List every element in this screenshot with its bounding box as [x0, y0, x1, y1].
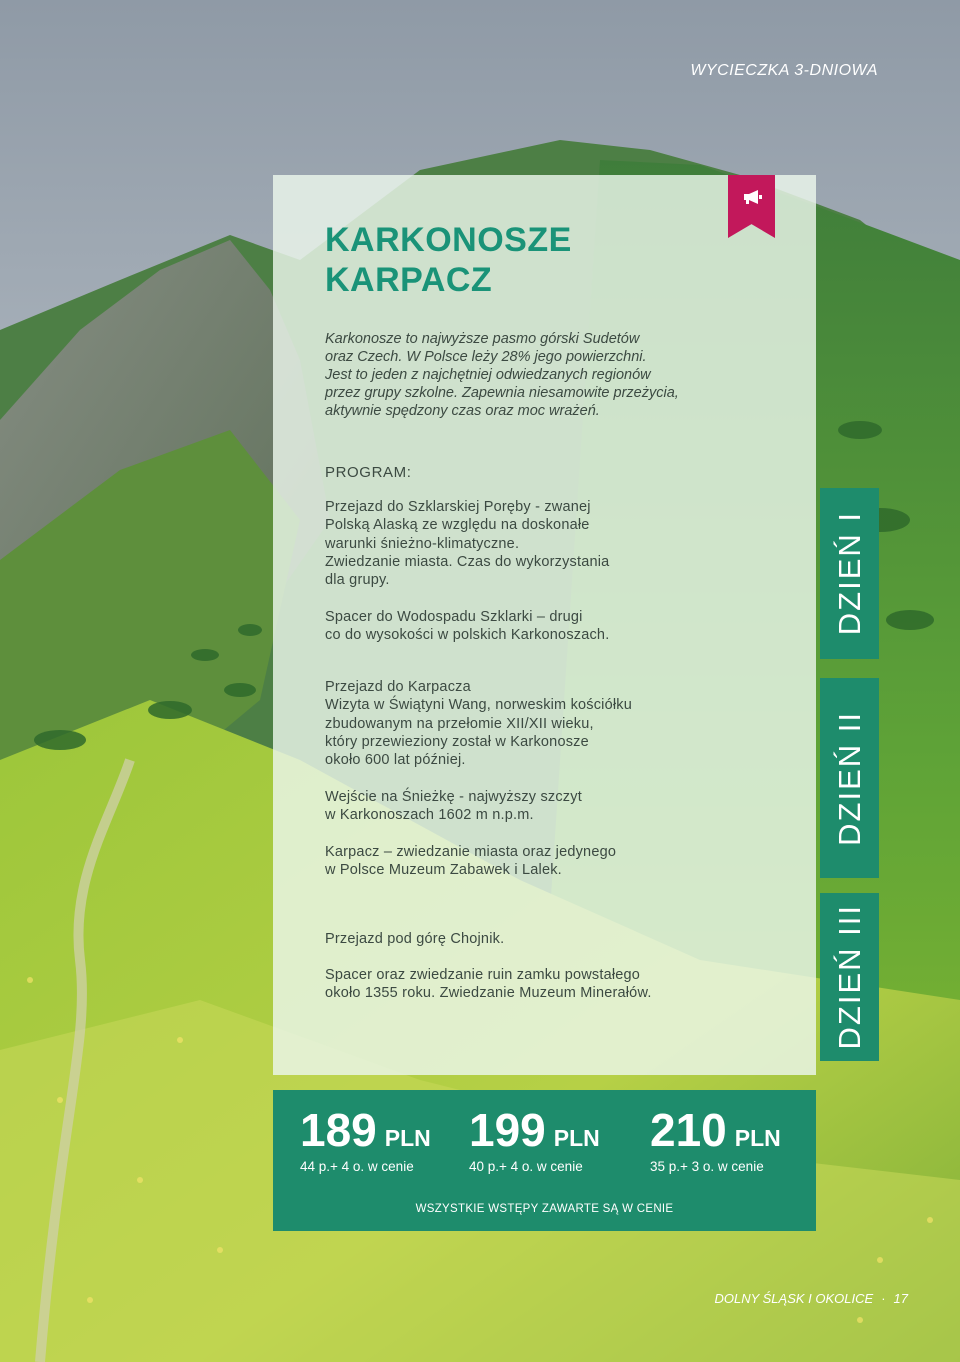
price-amount: 199	[469, 1104, 546, 1156]
day3-paragraph-1	[325, 930, 785, 948]
intro-line: Jest to jeden z najchętniej odwiedzanych regionów	[325, 367, 651, 383]
text-line: Spacer do Wodospadu Szklarki – drugi	[325, 609, 583, 625]
price-currency: PLN	[384, 1125, 431, 1151]
day1-paragraph-1	[325, 498, 785, 589]
text-line: Wizyta w Świątyni Wang, norweskim kościółku	[325, 697, 633, 714]
day-tab-label: DZIEŃ I	[831, 511, 867, 636]
price-note: 35 p.+ 3 o. w cenie	[650, 1159, 764, 1174]
page-number: 17	[893, 1291, 908, 1306]
intro-line: oraz Czech. W Polsce leży 28% jego powierzchni.	[325, 349, 647, 365]
day2-paragraph-3	[325, 843, 785, 880]
price-note: 44 p.+ 4 o. w cenie	[300, 1159, 414, 1174]
intro-line: Karkonosze to najwyższe pasmo górski Sudetów	[325, 331, 640, 347]
price-currency: PLN	[734, 1125, 781, 1151]
footer-section: DOLNY ŚLĄSK I OKOLICE	[714, 1291, 874, 1306]
price-note: 40 p.+ 4 o. w cenie	[469, 1159, 583, 1174]
text-line: Przejazd pod górę Chojnik.	[325, 931, 505, 947]
megaphone-icon	[741, 189, 763, 205]
included-note: WSZYSTKIE WSTĘPY ZAWARTE SĄ W CENIE	[415, 1203, 674, 1215]
text-line: Karpacz – zwiedzanie miasta oraz jedynego	[325, 844, 617, 860]
text-line: Przejazd do Karpacza	[325, 679, 471, 695]
text-line: w Karkonoszach 1602 m n.p.m.	[325, 807, 534, 824]
day3-paragraph-2	[325, 966, 785, 1003]
text-line: Spacer oraz zwiedzanie ruin zamku powstałego	[325, 967, 641, 983]
intro-line: przez grupy szkolne. Zapewnia niesamowite przeżycia,	[325, 385, 679, 401]
text-line: około 600 lat później.	[325, 752, 466, 769]
program-heading: PROGRAM:	[325, 464, 412, 481]
page-title	[325, 220, 572, 300]
page-footer	[714, 1291, 908, 1306]
title-line-1: KARKONOSZE	[325, 221, 572, 259]
title-line-2: KARPACZ	[325, 261, 493, 299]
day-tab-label: DZIEŃ III	[831, 904, 867, 1050]
text-line: Wejście na Śnieżkę - najwyższy szczyt	[325, 789, 582, 805]
text-line: Zwiedzanie miasta. Czas do wykorzystania	[325, 553, 610, 570]
text-line: który przewieziony został w Karkonosze	[325, 733, 589, 750]
price-option-1	[300, 1104, 431, 1174]
price-amount: 189	[300, 1104, 377, 1156]
text-line: w Polsce Muzeum Zabawek i Lalek.	[325, 862, 562, 879]
text-line: zbudowanym na przełomie XII/XII wieku,	[325, 715, 594, 732]
text-line: warunki śnieżno-klimatyczne.	[325, 535, 520, 552]
day1-paragraph-2	[325, 608, 785, 645]
footer-separator: ·	[881, 1291, 886, 1306]
day-tab-1	[820, 488, 879, 659]
text-line: dla grupy.	[325, 572, 390, 589]
day2-paragraph-1	[325, 678, 785, 769]
text-line: co do wysokości w polskich Karkonoszach.	[325, 627, 610, 644]
price-currency: PLN	[553, 1125, 600, 1151]
day2-paragraph-2	[325, 788, 785, 825]
day-tab-2	[820, 678, 879, 878]
day-tab-3	[820, 893, 879, 1061]
text-line: Polską Alaską ze względu na doskonałe	[325, 517, 590, 534]
price-amount: 210	[650, 1104, 727, 1156]
text-line: około 1355 roku. Zwiedzanie Muzeum Minerałów.	[325, 985, 652, 1002]
price-option-2	[469, 1104, 600, 1174]
text-line: Przejazd do Szklarskiej Poręby - zwanej	[325, 499, 591, 515]
intro-text	[325, 330, 745, 420]
day-tab-label: DZIEŃ II	[831, 710, 867, 846]
trip-type-label: WYCIECZKA 3-DNIOWA	[690, 62, 878, 79]
price-box	[273, 1090, 816, 1231]
intro-line: aktywnie spędzony czas oraz moc wrażeń.	[325, 403, 600, 419]
price-option-3	[650, 1104, 781, 1174]
